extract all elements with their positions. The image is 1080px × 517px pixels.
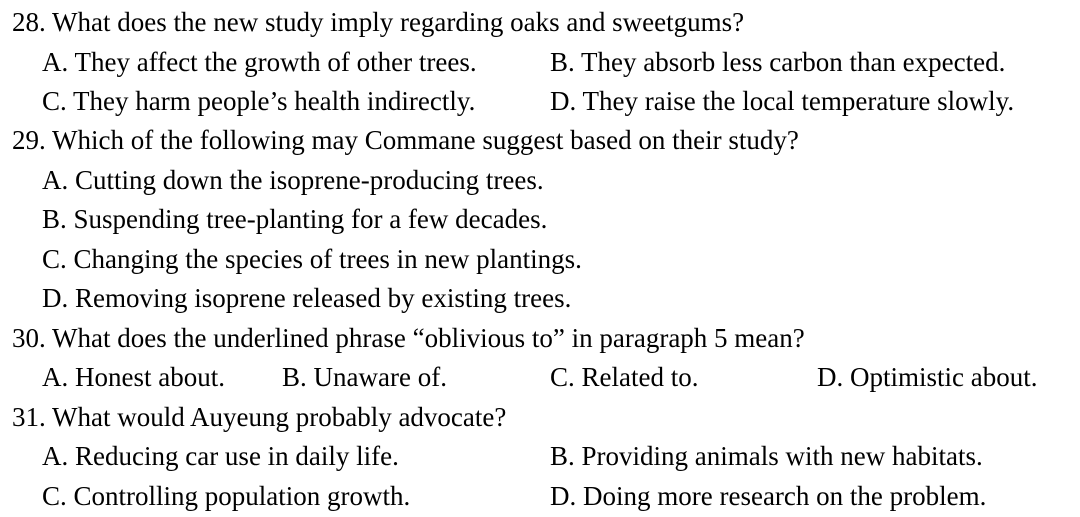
option-31-d: D. Doing more research on the problem. — [550, 481, 987, 511]
question-stem: 29. Which of the following may Commane suggest based on their study? — [12, 125, 799, 155]
option-31-b: B. Providing animals with new habitats. — [550, 441, 983, 471]
question-31-options-row-1 — [0, 437, 1080, 477]
option-29-a: A. Cutting down the isoprene-producing trees. — [42, 165, 544, 195]
question-31-stem — [0, 398, 1080, 438]
question-29-option-c-row — [0, 240, 1080, 280]
option-29-d: D. Removing isoprene released by existing trees. — [42, 283, 572, 313]
question-29-stem — [0, 121, 1080, 161]
option-31-c: C. Controlling population growth. — [42, 481, 411, 511]
option-28-b: B. They absorb less carbon than expected. — [550, 47, 1006, 77]
option-30-d: D. Optimistic about. — [817, 362, 1038, 392]
option-28-a: A. They affect the growth of other trees. — [42, 47, 477, 77]
question-30-options-row — [0, 358, 1080, 398]
option-29-c: C. Changing the species of trees in new plantings. — [42, 244, 582, 274]
option-30-a: A. Honest about. — [42, 362, 225, 392]
option-29-b: B. Suspending tree-planting for a few decades. — [42, 204, 548, 234]
question-stem: 30. What does the underlined phrase “oblivious to” in paragraph 5 mean? — [12, 323, 805, 353]
question-30-stem — [0, 319, 1080, 359]
question-29-option-d-row — [0, 279, 1080, 319]
question-stem: 31. What would Auyeung probably advocate? — [12, 402, 507, 432]
question-29-option-a-row — [0, 161, 1080, 201]
question-28-options-row-2 — [0, 82, 1080, 122]
question-stem: 28. What does the new study imply regarding oaks and sweetgums? — [12, 7, 745, 37]
option-30-c: C. Related to. — [550, 362, 699, 392]
question-28-options-row-1 — [0, 43, 1080, 83]
question-31-options-row-2 — [0, 477, 1080, 517]
question-28-stem — [0, 3, 1080, 43]
option-30-b: B. Unaware of. — [282, 362, 447, 392]
option-28-d: D. They raise the local temperature slowly. — [550, 86, 1015, 116]
question-29-option-b-row — [0, 200, 1080, 240]
option-31-a: A. Reducing car use in daily life. — [42, 441, 399, 471]
option-28-c: C. They harm people’s health indirectly. — [42, 86, 476, 116]
